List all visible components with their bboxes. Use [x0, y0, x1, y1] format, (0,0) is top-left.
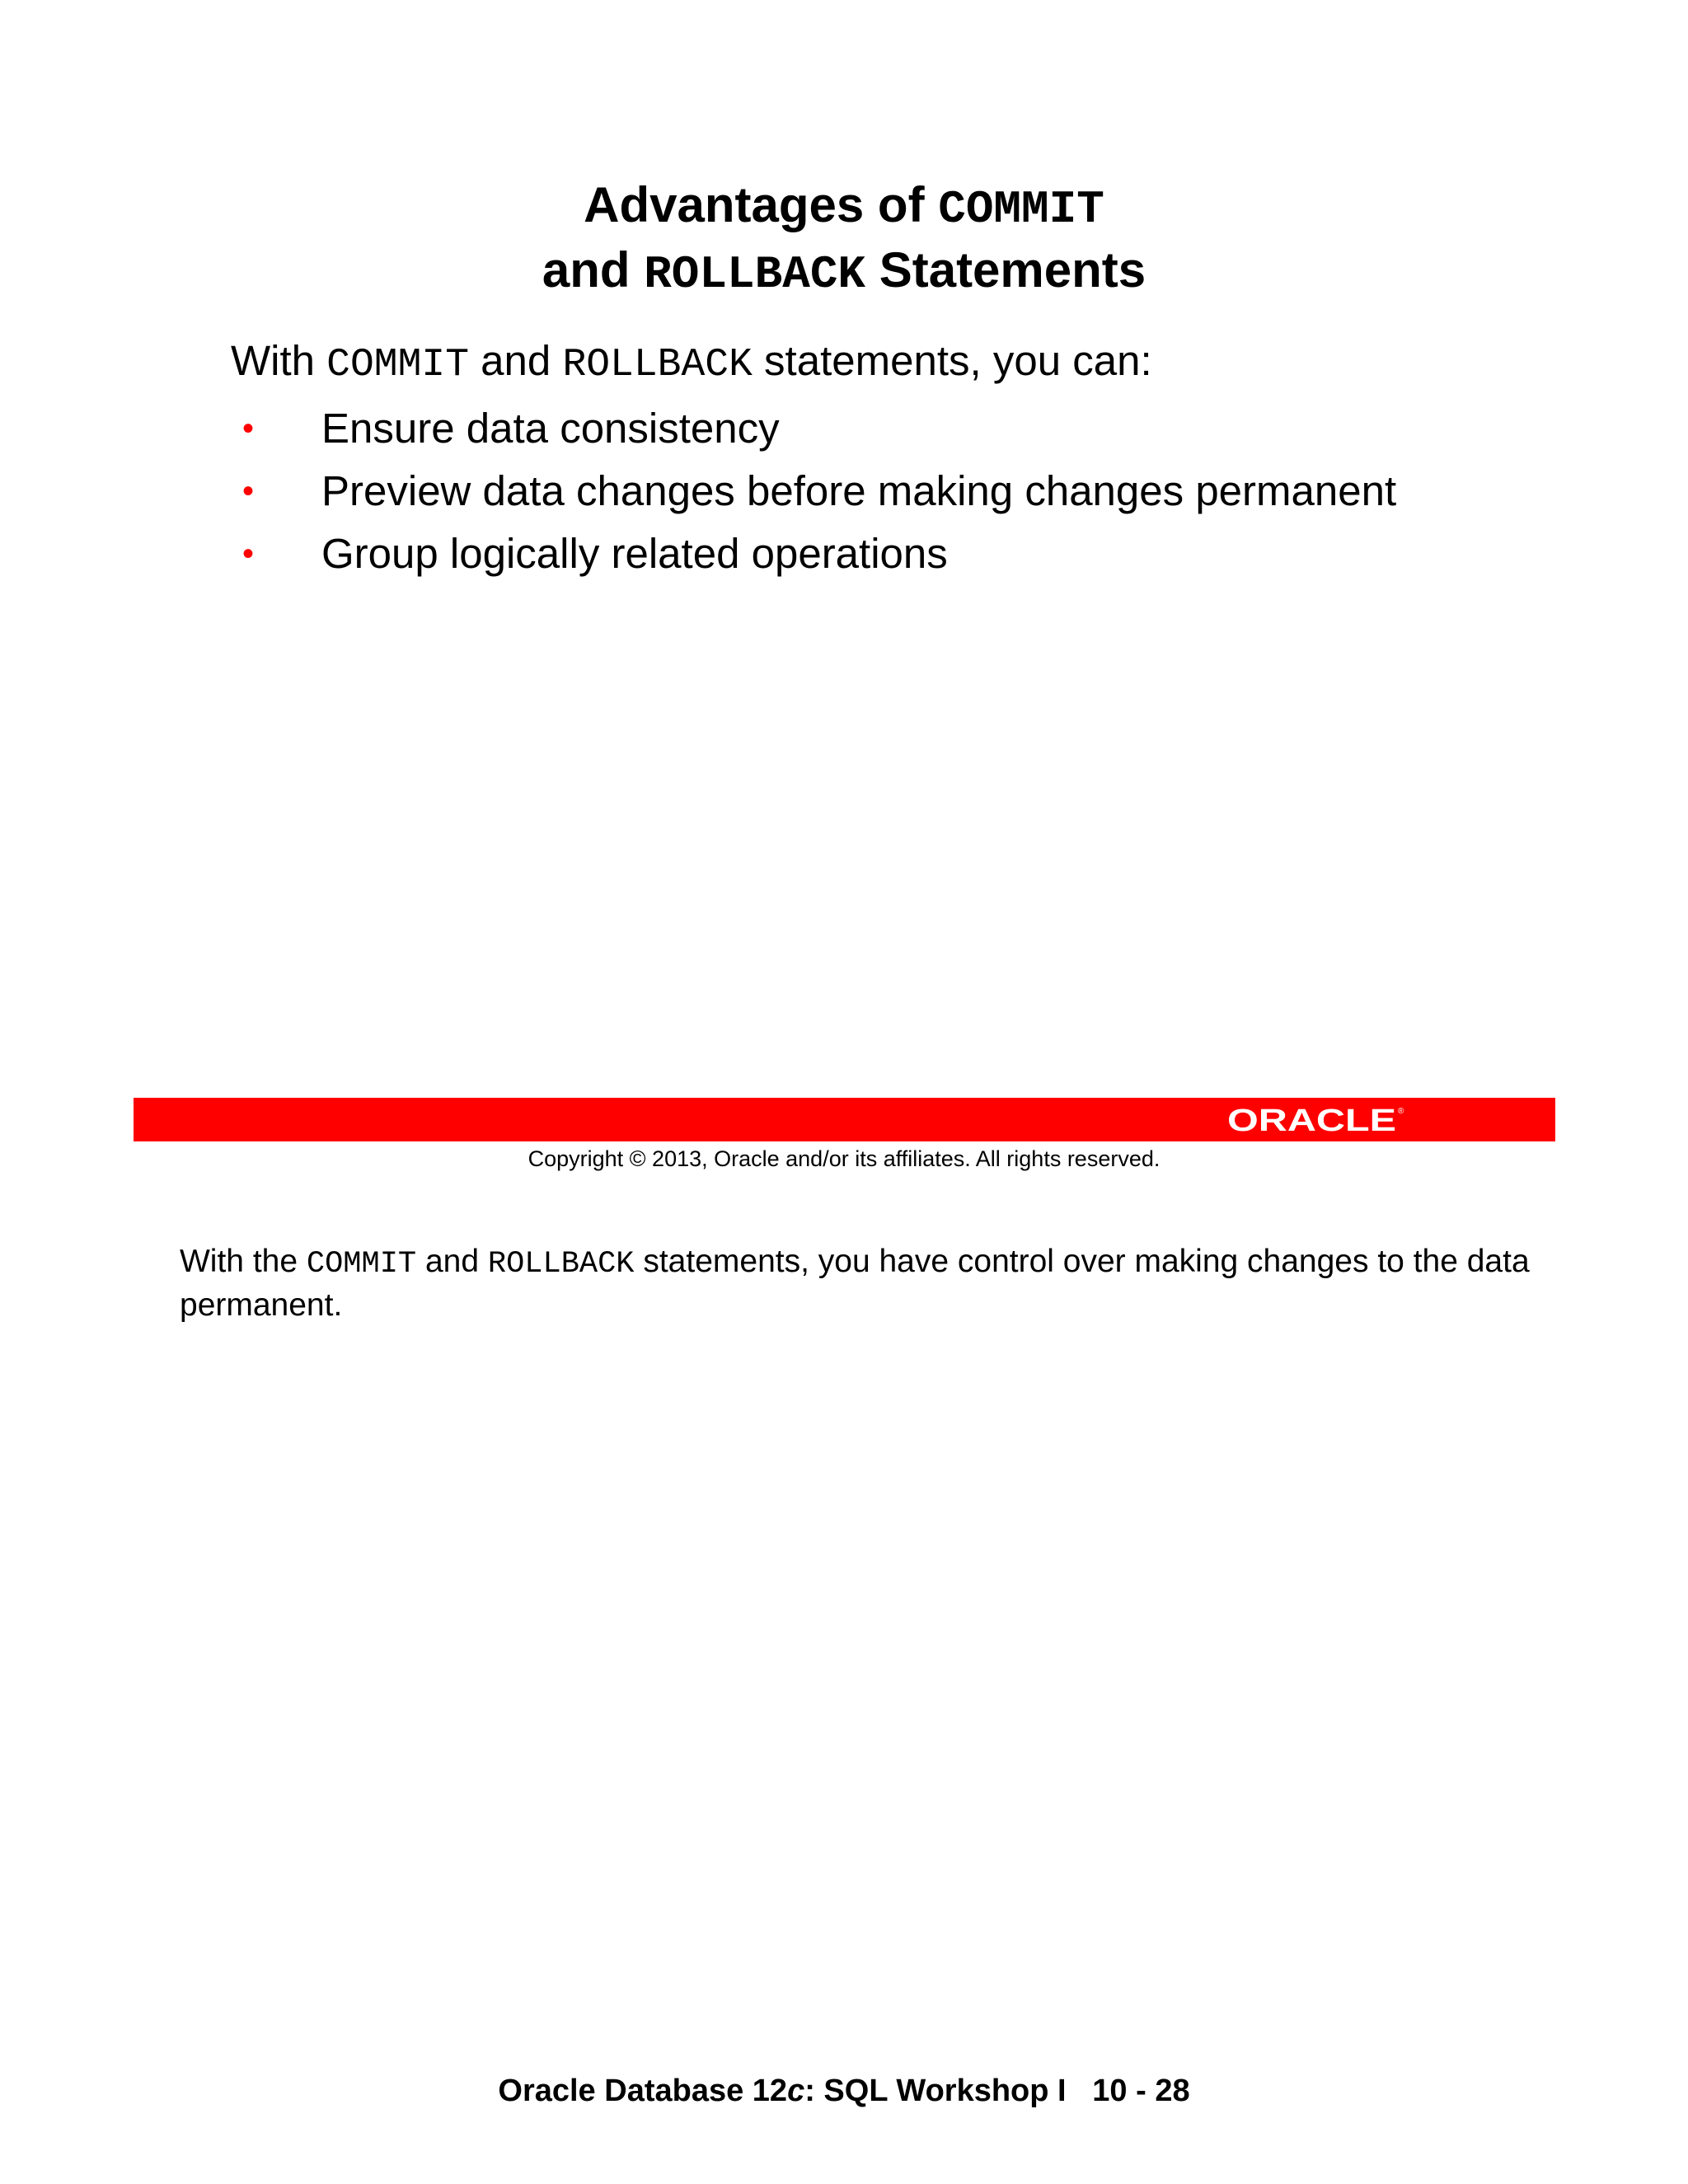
oracle-logo [1227, 1104, 1409, 1137]
oracle-logo-text: ORACLE [1227, 1104, 1396, 1137]
code-rollback: ROLLBACK [644, 248, 866, 301]
code-rollback: ROLLBACK [487, 1247, 635, 1282]
slide-title-line-1: Advantages of COMMIT [584, 177, 1104, 236]
slide-title-line-2: and ROLLBACK Statements [542, 242, 1146, 301]
page-number: 10 - 28 [1092, 2074, 1190, 2108]
bullet-dot-icon: • [242, 473, 255, 509]
code-commit: COMMIT [326, 343, 469, 387]
bullet-item: • Preview data changes before making changes permanent [231, 460, 1396, 523]
bullet-list [231, 397, 1396, 585]
page-footer [0, 2070, 1688, 2111]
bullet-dot-icon: • [242, 410, 255, 447]
instructor-notes: With the COMMIT and ROLLBACK statements, you have control over making changes to the data permanent. [180, 1244, 1530, 1323]
code-commit: COMMIT [306, 1247, 417, 1282]
bullet-item: • Group logically related operations [231, 523, 1396, 585]
code-commit: COMMIT [938, 183, 1104, 236]
course-title: Oracle Database 12c: SQL Workshop I [498, 2074, 1067, 2108]
slide-intro: With COMMIT and ROLLBACK statements, you can: [231, 337, 1152, 387]
bullet-item: • Ensure data consistency [231, 397, 1396, 460]
slide-footer-bar [134, 1098, 1555, 1141]
copyright-notice: Copyright © 2013, Oracle and/or its affiliates. All rights reserved. [528, 1146, 1160, 1171]
bullet-dot-icon: • [242, 536, 255, 572]
code-rollback: ROLLBACK [562, 343, 753, 387]
registered-mark-icon: ® [1398, 1107, 1404, 1116]
slide-title [0, 175, 1688, 305]
